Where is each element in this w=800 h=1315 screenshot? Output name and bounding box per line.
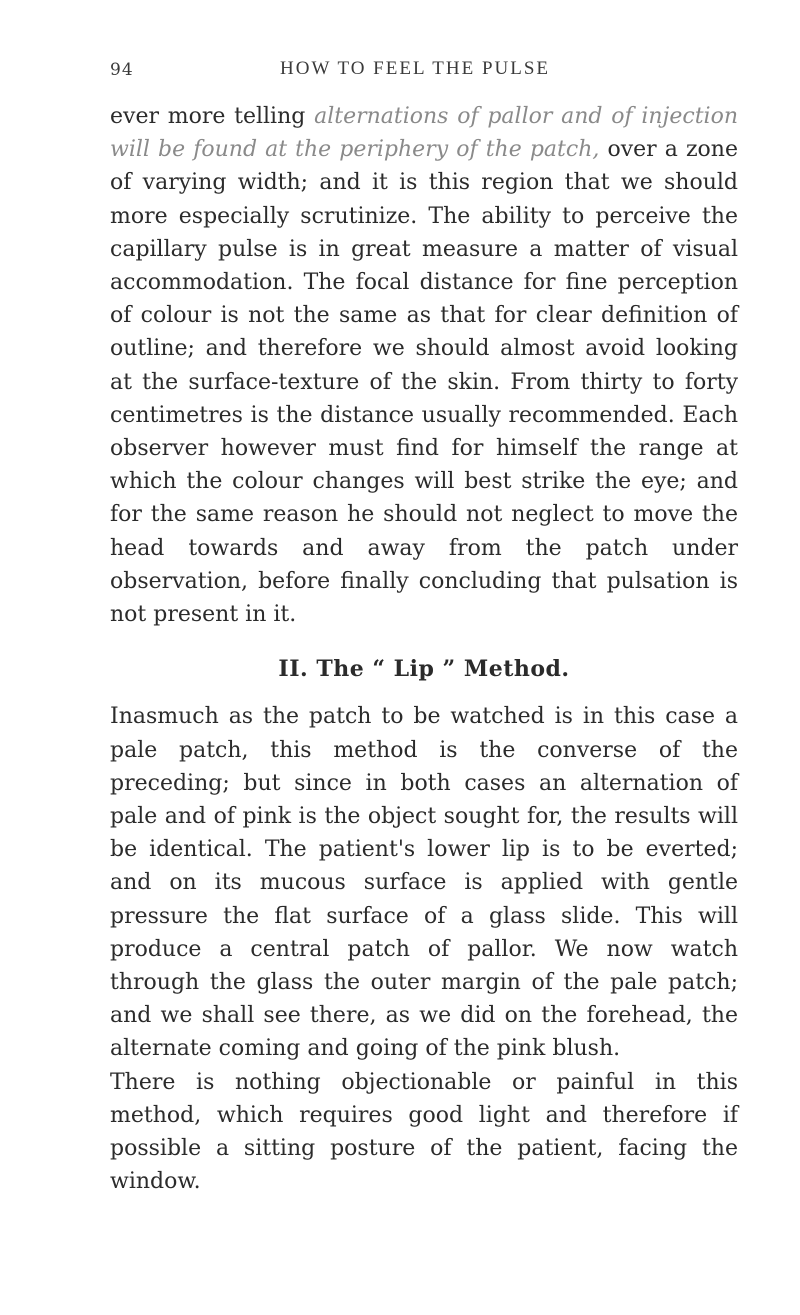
paragraph-1-lead: ever more telling [110,104,315,129]
paragraph-1-rest: over a zone of varying width; and it is this region that we should more especially scrutinize. The ability to perceive the capillary pulse is in great measure a matter of visual accommodation. The focal distance for fine perception of colour is not the same as that for clear definition of outline; and therefore we should almost avoid looking at the surface-texture of the skin. From thirty to forty centimetres is the distance usually recommended. Each observer however must find for himself the range at which the colour changes will best strike the eye; and for the same reason he should not neglect to move the head towards and away from the patch under observation, before finally concluding that pulsation is not present in it. [110,137,738,628]
section-heading: II. The “ Lip ” Method. [278,656,570,683]
paragraph-1-italic: alternations of pallor and of injection will be found at the periphery of the patch, [110,104,739,163]
paragraph-2: Inasmuch as the patch to be watched is in this case a pale patch, this method is the converse of the preceding; but since in both cases an alternation of pale and of pink is the object sought for, the results will be identical. The patient's lower lip is to be everted; and on its mucous surface is applied with gentle pressure the flat surface of a glass slide. This will produce a central patch of pallor. We now watch through the glass the outer margin of the pale patch; and we shall see there, as we did on the forehead, the alternate coming and going of the pink blush. [110,704,738,1062]
paragraph-3: There is nothing objectionable or painful in this method, which requires good light and therefore if possible a sitting posture of the patient, facing the window. [110,1069,738,1195]
page-number: 94 [110,60,134,80]
running-title: HOW TO FEEL THE PULSE [280,58,551,79]
running-head [110,58,730,82]
paragraph-1 [110,100,738,631]
body-text [110,100,738,1199]
